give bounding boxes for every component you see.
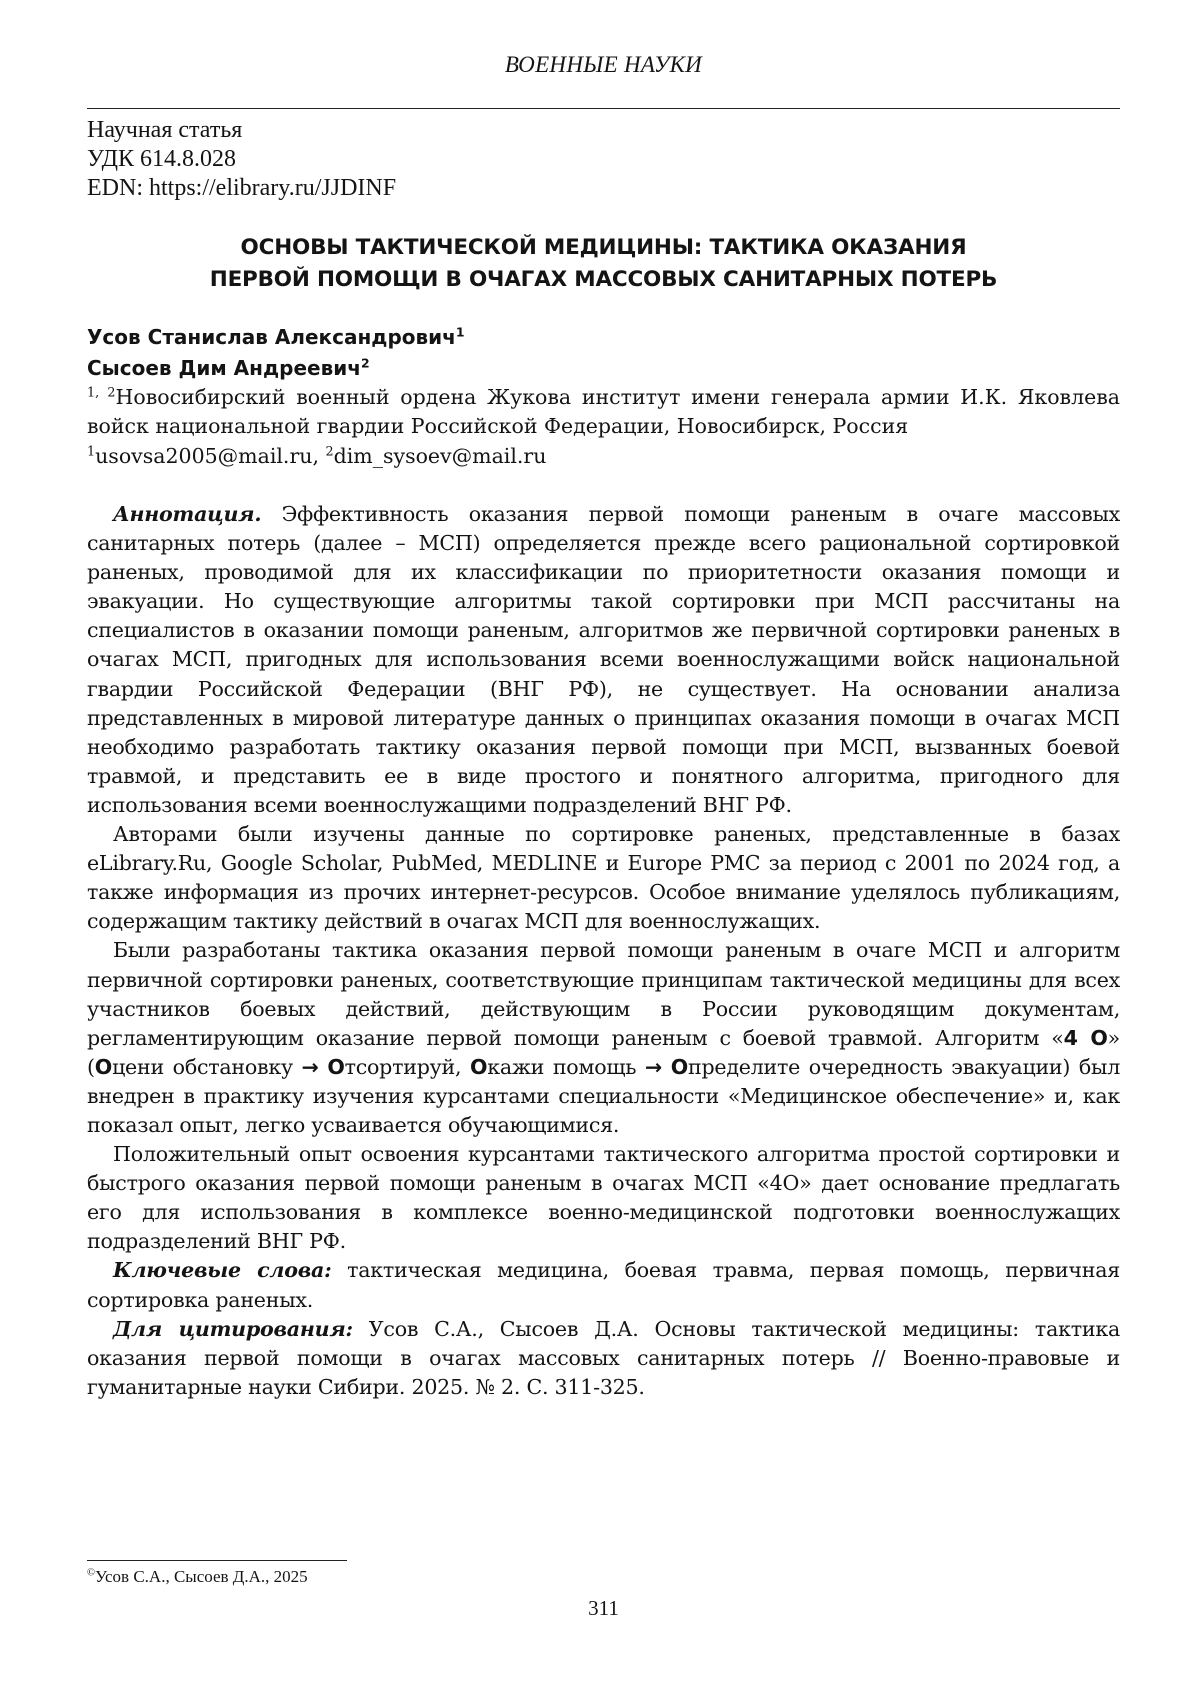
- copyright-icon: ©: [87, 1567, 96, 1579]
- email-mark-2: 2: [325, 443, 334, 459]
- citation-label: Для цитирования:: [113, 1316, 353, 1341]
- author-affil-mark: 1: [455, 324, 465, 340]
- author-2: [87, 353, 465, 384]
- abstract-paragraph-1: [87, 500, 1120, 820]
- step-letter-2: О: [327, 1054, 345, 1079]
- abstract-paragraph-4: Положительный опыт освоения курсантами тактического алгоритма простой сортировки и быстрого оказания первой помощи раненым в очагах МСП «4О» дает основание предлагать его для использования в комплексе военно-медицинской подготовки военнослужащих подразделений ВНГ РФ.: [87, 1142, 1120, 1254]
- p3-text-f: пределите очередность эвакуации) был внедрен в практику изучения курсантами специальности «Медицинское обеспечение» и, как показал опыт, легко усваивается обучающимися.: [87, 1054, 1121, 1137]
- abstract-block: [87, 500, 1120, 1402]
- footnote-divider: [87, 1560, 347, 1561]
- email-2[interactable]: dim_sysoev@mail.ru: [333, 444, 547, 468]
- email-mark-1: 1: [87, 443, 96, 459]
- p3-text-b: » (: [87, 1025, 1120, 1079]
- page-number: 311: [588, 1596, 619, 1620]
- affiliation-text: Новосибирский военный ордена Жукова институт имени генерала армии И.К. Яковлева войск национальной гвардии Российской Федерации, Новосибирск, Россия: [87, 385, 1120, 438]
- article-meta: [87, 116, 396, 203]
- article-title: [87, 232, 1120, 296]
- keywords-label: Ключевые слова:: [113, 1258, 332, 1283]
- email-1[interactable]: usovsa2005@mail.ru: [95, 444, 313, 468]
- keywords-text: тактическая медицина, боевая травма, первая помощь, первичная сортировка раненых.: [87, 1258, 1120, 1312]
- abstract-paragraph-2: Авторами были изучены данные по сортировке раненых, представленные в базах eLibrary.Ru, Google Scholar, PubMed, MEDLINE и Europe PMC за период с 2001 по 2024 год, а также информация из прочих интернет-ресурсов. Особое внимание уделялось публикациям, содержащим тактику действий в очагах МСП для военнослужащих.: [87, 822, 1120, 934]
- title-line-1: ОСНОВЫ ТАКТИЧЕСКОЙ МЕДИЦИНЫ: ТАКТИКА ОКАЗАНИЯ: [240, 235, 967, 260]
- email-separator: ,: [312, 444, 326, 468]
- algorithm-name: 4 О: [1063, 1025, 1108, 1050]
- abstract-text-1: Эффективность оказания первой помощи раненым в очаге массовых санитарных потерь (далее – МСП) определяется прежде всего рациональной сортировкой раненых, проводимой для их классификации по приоритетности оказания помощи и эвакуации. Но существующие алгоритмы такой сортировки при МСП рассчитаны на специалистов в оказании помощи раненым, алгоритмов же первичной сортировки раненых в очагах МСП, пригодных для использования всеми военнослужащими войск национальной гвардии Российской Федерации (ВНГ РФ), не существует. На основании анализа представленных в мировой литературе данных о принципах оказания помощи в очагах МСП необходимо разработать тактику оказания первой помощи при МСП, вызванных боевой травмой, и представить ее в виде простого и понятного алгоритма, пригодного для использования всеми военнослужащими подразделений ВНГ РФ.: [87, 502, 1121, 817]
- arrow-right-icon: →: [301, 1054, 319, 1079]
- udc-code: УДК 614.8.028: [87, 146, 236, 172]
- article-page: [87, 0, 1120, 1697]
- p3-text-d: тсортируй,: [344, 1054, 471, 1079]
- arrow-right-icon: →: [644, 1054, 662, 1079]
- citation: [87, 1315, 1120, 1402]
- author-name: Усов Станислав Александрович: [87, 325, 456, 349]
- affiliation-marks: 1, 2: [87, 384, 116, 400]
- copyright-footnote: [87, 1566, 308, 1588]
- footnote-text: Усов С.А., Сысоев Д.А., 2025: [95, 1567, 308, 1586]
- edn-link[interactable]: EDN: https://elibrary.ru/JJDINF: [87, 175, 397, 201]
- p3-text-e: кажи помощь: [487, 1054, 645, 1079]
- author-emails: [87, 442, 546, 471]
- author-name: Сысоев Дим Андреевич: [87, 356, 361, 380]
- p3-text-c: цени обстановку: [112, 1054, 302, 1079]
- step-letter-1: О: [94, 1054, 113, 1079]
- p3-text-a: Были разработаны тактика оказания первой помощи раненым в очаге МСП и алгоритм первичной сортировки раненых, соответствующие принципам тактической медицины для всех участников боевых действий, действующим в России руководящим документам, регламентирующим оказание первой помощи раненым с боевой травмой. Алгоритм «: [87, 938, 1120, 1050]
- article-type: Научная статья: [87, 117, 243, 143]
- step-letter-4: О: [670, 1054, 688, 1079]
- abstract-paragraph-3: [87, 936, 1120, 1140]
- keywords: [87, 1256, 1120, 1314]
- running-header: ВОЕННЫЕ НАУКИ: [504, 52, 703, 77]
- step-letter-3: О: [470, 1054, 488, 1079]
- title-line-2: ПЕРВОЙ ПОМОЩИ В ОЧАГАХ МАССОВЫХ САНИТАРНЫХ ПОТЕРЬ: [209, 267, 998, 292]
- author-list: [87, 322, 465, 384]
- citation-text: Усов С.А., Сысоев Д.А. Основы тактической медицины: тактика оказания первой помощи в очагах массовых санитарных потерь // Военно-правовые и гуманитарные науки Сибири. 2025. № 2. С. 311-325.: [87, 1316, 1120, 1399]
- affiliation: [87, 383, 1120, 441]
- abstract-label: Аннотация.: [113, 502, 262, 526]
- header-divider: [87, 108, 1120, 109]
- author-1: [87, 322, 465, 353]
- author-affil-mark: 2: [360, 355, 370, 371]
